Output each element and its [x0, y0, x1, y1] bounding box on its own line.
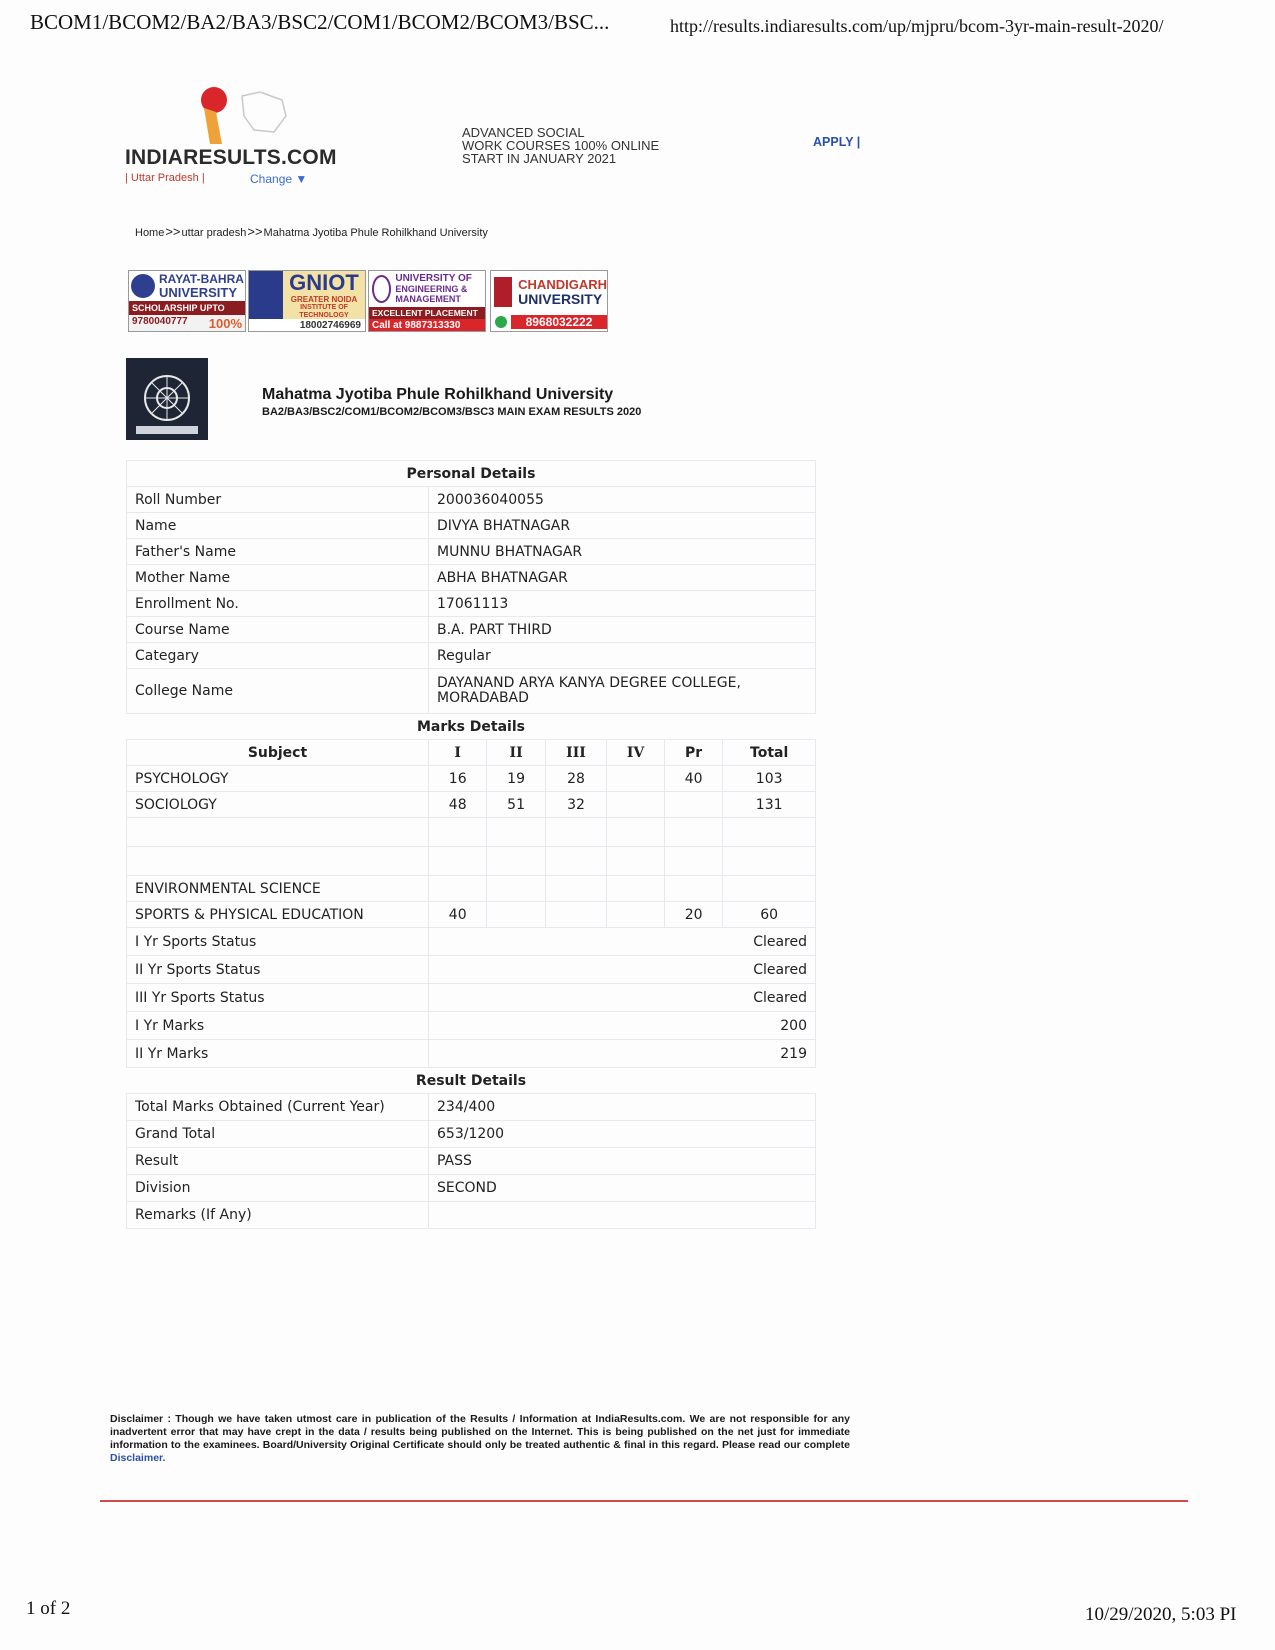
banner-rayat-bahra[interactable]	[128, 270, 246, 332]
banner-subtitle: UNIVERSITY	[518, 291, 603, 307]
uem-logo-icon	[372, 275, 391, 303]
ad-line: ADVANCED SOCIAL	[462, 125, 585, 140]
personal-label: College Name	[127, 669, 429, 714]
subject-mark-ii	[487, 902, 545, 928]
status-label: I Yr Marks	[127, 1012, 429, 1040]
marks-column-header	[127, 740, 816, 766]
subject-mark-i: 40	[429, 902, 487, 928]
blank-cell	[664, 847, 722, 876]
status-value: 200	[429, 1012, 816, 1040]
result-row	[127, 1202, 816, 1229]
subject-mark-iii	[545, 902, 606, 928]
banner-phone: Call at 9887313330	[369, 319, 485, 332]
disclaimer-text: Disclaimer : Though we have taken utmost care in publication of the Results / Information at IndiaResults.com. We are not responsible for any inadvertent error that may have crept in the data / results being published on the Internet. This is being published on the net just for immediate information to the examinees. Board/University Original Certificate should only be treated authentic & final in this regard. Please read our complete	[110, 1413, 850, 1451]
col-i: I	[429, 740, 487, 766]
breadcrumb-home[interactable]: Home	[135, 227, 165, 239]
subject-mark-pr: 40	[664, 766, 722, 792]
result-value	[429, 1202, 816, 1229]
personal-value: DIVYA BHATNAGAR	[429, 513, 816, 539]
personal-details-heading: Personal Details	[127, 461, 816, 487]
whatsapp-icon	[495, 316, 507, 328]
subject-mark-iv	[607, 876, 665, 902]
col-total: Total	[723, 740, 816, 766]
breadcrumb-sep: >>	[165, 224, 181, 239]
col-iii: III	[545, 740, 606, 766]
status-value: Cleared	[429, 956, 816, 984]
banner-tag: SCHOLARSHIP UPTO	[129, 301, 245, 315]
banner-subtitle: UNIVERSITY	[159, 285, 238, 300]
personal-row	[127, 591, 816, 617]
subject-mark-iii: 32	[545, 792, 606, 818]
blank-cell	[487, 847, 545, 876]
status-value: Cleared	[429, 984, 816, 1012]
subject-name: PSYCHOLOGY	[127, 766, 429, 792]
result-label: Grand Total	[127, 1121, 429, 1148]
blank-row	[127, 818, 816, 847]
personal-value: MUNNU BHATNAGAR	[429, 539, 816, 565]
subject-name: SPORTS & PHYSICAL EDUCATION	[127, 902, 429, 928]
result-label: Total Marks Obtained (Current Year)	[127, 1094, 429, 1121]
status-label: III Yr Sports Status	[127, 984, 429, 1012]
result-row	[127, 1148, 816, 1175]
subject-mark-pr	[664, 792, 722, 818]
personal-value: B.A. PART THIRD	[429, 617, 816, 643]
banner-gniot[interactable]	[248, 270, 366, 332]
blank-cell	[127, 847, 429, 876]
banner-subtitle: ENGINEERING & MANAGEMENT	[395, 284, 468, 304]
banner-title: CHANDIGARH	[518, 277, 607, 292]
subject-row	[127, 902, 816, 928]
subject-row	[127, 876, 816, 902]
result-value: PASS	[429, 1148, 816, 1175]
result-label: Result	[127, 1148, 429, 1175]
exam-title: BA2/BA3/BSC2/COM1/BCOM2/BCOM3/BSC3 MAIN EXAM RESULTS 2020	[262, 406, 642, 418]
blank-cell	[545, 847, 606, 876]
personal-label: Course Name	[127, 617, 429, 643]
state-label: | Uttar Pradesh |	[125, 172, 205, 184]
personal-label: Roll Number	[127, 487, 429, 513]
site-logo-text[interactable]: INDIARESULTS.COM	[125, 146, 337, 169]
subject-row	[127, 792, 816, 818]
personal-label: Mother Name	[127, 565, 429, 591]
result-details-heading: Result Details	[415, 1072, 527, 1089]
rayat-bahra-logo-icon	[131, 274, 155, 298]
personal-row	[127, 539, 816, 565]
personal-value: ABHA BHATNAGAR	[429, 565, 816, 591]
subject-mark-iv	[607, 766, 665, 792]
personal-row	[127, 669, 816, 714]
result-table	[126, 460, 816, 1229]
personal-label: Enrollment No.	[127, 591, 429, 617]
blank-cell	[723, 847, 816, 876]
ad-line: START IN JANUARY 2021	[462, 151, 617, 166]
change-state-link[interactable]: Change ▼	[250, 172, 308, 186]
subject-mark-iii: 28	[545, 766, 606, 792]
status-row	[127, 1012, 816, 1040]
personal-value: 200036040055	[429, 487, 816, 513]
subject-mark-pr: 20	[664, 902, 722, 928]
blank-cell	[607, 847, 665, 876]
personal-row	[127, 513, 816, 539]
print-page-number: 1 of 2	[26, 1598, 71, 1619]
university-seal-icon	[126, 358, 208, 440]
blank-cell	[487, 818, 545, 847]
print-header-url[interactable]: http://results.indiaresults.com/up/mjpru/bcom-3yr-main-result-2020/	[670, 16, 1164, 36]
result-value: 653/1200	[429, 1121, 816, 1148]
banner-phone: 8968032222	[511, 315, 607, 329]
subject-name: SOCIOLOGY	[127, 792, 429, 818]
ad-line: WORK COURSES 100% ONLINE	[462, 138, 660, 153]
breadcrumb-university: Mahatma Jyotiba Phule Rohilkhand University	[263, 227, 488, 239]
banner-tag: EXCELLENT PLACEMENT	[369, 307, 485, 319]
subject-mark-total: 131	[723, 792, 816, 818]
breadcrumb	[135, 224, 489, 239]
disclaimer	[110, 1413, 850, 1465]
col-pr: Pr	[664, 740, 722, 766]
section-header-row	[127, 1068, 816, 1094]
apply-link[interactable]: APPLY |	[813, 135, 861, 149]
subject-mark-ii: 51	[487, 792, 545, 818]
result-row	[127, 1094, 816, 1121]
subject-mark-total	[723, 876, 816, 902]
result-label: Remarks (If Any)	[127, 1202, 429, 1229]
result-value: 234/400	[429, 1094, 816, 1121]
banner-title: UNIVERSITY OF	[395, 273, 472, 284]
blank-cell	[545, 818, 606, 847]
result-label: Division	[127, 1175, 429, 1202]
section-header-row	[127, 714, 816, 740]
result-row	[127, 1121, 816, 1148]
personal-label: Name	[127, 513, 429, 539]
subject-mark-total: 103	[723, 766, 816, 792]
blank-cell	[127, 818, 429, 847]
blank-cell	[607, 818, 665, 847]
chandigarh-logo-icon	[494, 277, 512, 307]
subject-name: ENVIRONMENTAL SCIENCE	[127, 876, 429, 902]
university-name: Mahatma Jyotiba Phule Rohilkhand University	[262, 386, 614, 403]
banner-phone: 9780040777	[132, 316, 188, 327]
blank-cell	[723, 818, 816, 847]
banner-subtitle: GREATER NOIDA	[290, 295, 358, 304]
banner-tag: INSTITUTE OF TECHNOLOGY	[299, 304, 349, 319]
status-row	[127, 1040, 816, 1068]
personal-value: 17061113	[429, 591, 816, 617]
gniot-logo-icon	[249, 271, 283, 319]
banner-uem[interactable]	[368, 270, 486, 332]
blank-row	[127, 847, 816, 876]
ad-text[interactable]	[462, 126, 702, 165]
subject-row	[127, 766, 816, 792]
disclaimer-link[interactable]: Disclaimer.	[110, 1452, 166, 1464]
blank-cell	[429, 818, 487, 847]
personal-label: Father's Name	[127, 539, 429, 565]
marks-details-heading: Marks Details	[417, 718, 525, 735]
print-header-title: BCOM1/BCOM2/BA2/BA3/BSC2/COM1/BCOM2/BCOM3/BSC...	[30, 10, 610, 34]
subject-mark-ii	[487, 876, 545, 902]
col-iv: IV	[607, 740, 665, 766]
subject-mark-i	[429, 876, 487, 902]
subject-mark-total: 60	[723, 902, 816, 928]
banner-phone: 18002746969	[249, 319, 365, 332]
personal-row	[127, 487, 816, 513]
col-subject: Subject	[127, 740, 429, 766]
banner-extra: 100%	[208, 316, 242, 331]
section-header-row	[127, 461, 816, 487]
status-row	[127, 984, 816, 1012]
subject-mark-iii	[545, 876, 606, 902]
subject-mark-i: 16	[429, 766, 487, 792]
status-value: Cleared	[429, 928, 816, 956]
footer-divider	[100, 1500, 1188, 1502]
personal-row	[127, 565, 816, 591]
status-label: II Yr Marks	[127, 1040, 429, 1068]
subject-mark-i: 48	[429, 792, 487, 818]
result-row	[127, 1175, 816, 1202]
banner-title: GNIOT	[289, 270, 359, 295]
subject-mark-iv	[607, 902, 665, 928]
subject-mark-pr	[664, 876, 722, 902]
subject-mark-ii: 19	[487, 766, 545, 792]
personal-label: Categary	[127, 643, 429, 669]
status-row	[127, 928, 816, 956]
indiaresults-logo-icon[interactable]	[190, 86, 290, 146]
personal-value: DAYANAND ARYA KANYA DEGREE COLLEGE, MORADABAD	[429, 669, 816, 714]
col-ii: II	[487, 740, 545, 766]
breadcrumb-sep: >>	[247, 224, 263, 239]
blank-cell	[429, 847, 487, 876]
status-row	[127, 956, 816, 984]
status-label: II Yr Sports Status	[127, 956, 429, 984]
banner-chandigarh[interactable]	[490, 270, 608, 332]
personal-row	[127, 617, 816, 643]
blank-cell	[664, 818, 722, 847]
status-label: I Yr Sports Status	[127, 928, 429, 956]
print-datetime: 10/29/2020, 5:03 PI	[1085, 1604, 1237, 1625]
personal-row	[127, 643, 816, 669]
breadcrumb-state[interactable]: uttar pradesh	[181, 227, 247, 239]
banner-title: RAYAT-BAHRA	[159, 272, 244, 286]
personal-value: Regular	[429, 643, 816, 669]
subject-mark-iv	[607, 792, 665, 818]
status-value: 219	[429, 1040, 816, 1068]
result-value: SECOND	[429, 1175, 816, 1202]
